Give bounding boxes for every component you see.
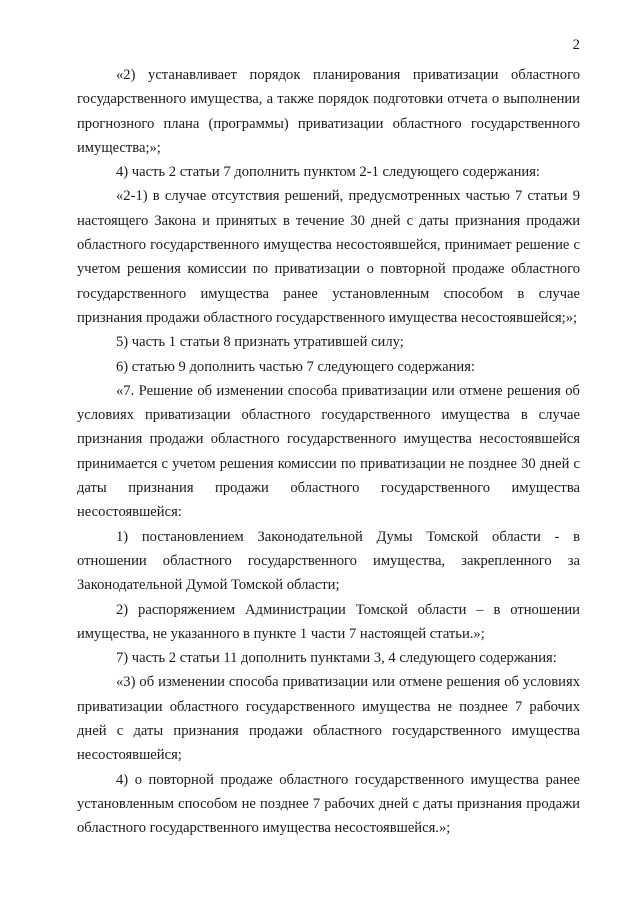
- paragraph-4: 5) часть 1 статьи 8 признать утратившей силу;: [116, 334, 404, 351]
- paragraph-5: 6) статью 9 дополнить частью 7 следующего содержания:: [116, 358, 475, 375]
- paragraph-10: «3) об изменении способа приватизации или отмене решения об условиях приватизации областного государственного имущества не позднее 7 рабочих дней с даты признания продажи областного государственного имущества несостоявшейся;: [77, 674, 580, 764]
- paragraph-3: «2-1) в случае отсутствия решений, предусмотренных частью 7 статьи 9 настоящего Закона и принятых в течение 30 дней с даты признания продажи областного государственного имущества несостоявшейся, принимает решение с учетом решения комиссии по приватизации о повторной продаже областного государственного имущества ранее установленным способом в случае признания продажи областного государственного имущества несостоявшейся;»;: [77, 188, 580, 326]
- paragraph-8: 2) распоряжением Администрации Томской области – в отношении имущества, не указанного в пункте 1 части 7 настоящей статьи.»;: [77, 601, 580, 642]
- paragraph-6: «7. Решение об изменении способа приватизации или отмене решения об условиях приватизации областного государственного имущества в случае признания продажи областного государственного имущества несостоявшейся принимается с учетом решения комиссии по приватизации не позднее 30 дней с даты признания продажи областного государственного имущества несостоявшейся:: [77, 382, 580, 521]
- page-number: 2: [572, 37, 580, 53]
- paragraph-7: 1) постановлением Законодательной Думы Томской области - в отношении областного государственного имущества, закрепленного за Законодательной Думой Томской области;: [77, 528, 580, 594]
- document-body: [77, 63, 580, 841]
- paragraph-2: 4) часть 2 статьи 7 дополнить пунктом 2-1 следующего содержания:: [116, 164, 540, 181]
- paragraph-11: 4) о повторной продаже областного государственного имущества ранее установленным способом не позднее 7 рабочих дней с даты признания продажи областного государственного имущества несостоявшейся.»;: [77, 771, 580, 837]
- paragraph-9: 7) часть 2 статьи 11 дополнить пунктами 3, 4 следующего содержания:: [116, 650, 557, 667]
- paragraph-1: «2) устанавливает порядок планирования приватизации областного государственного имущества, а также порядок подготовки отчета о выполнении прогнозного плана (программы) приватизации областного государственного имущества;»;: [77, 67, 580, 156]
